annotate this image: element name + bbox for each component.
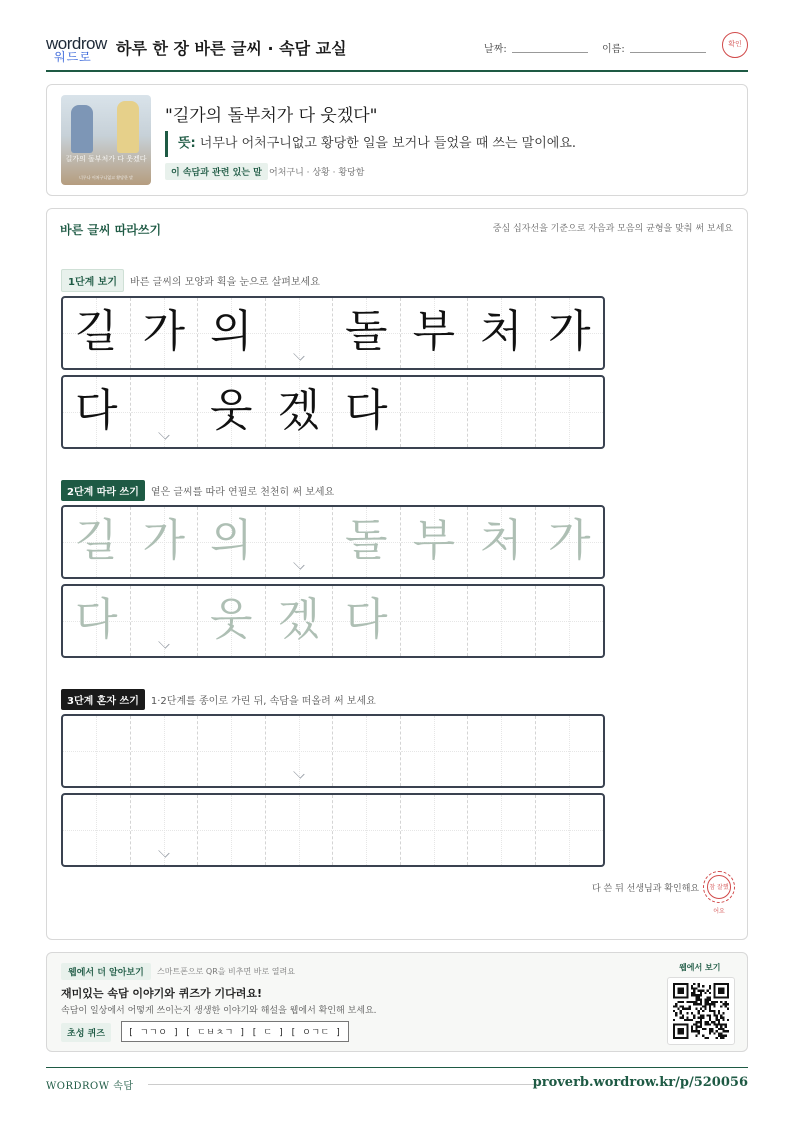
grid-cell (401, 377, 469, 447)
illustration-person-left (71, 105, 93, 153)
space-mark-icon (293, 558, 304, 569)
step-3-desc: 1·2단계를 종이로 가린 뒤, 속담을 떠올려 써 보세요 (150, 696, 376, 707)
grid-glyph: 부 (412, 306, 455, 357)
grid-cell[interactable] (468, 795, 536, 865)
web-badge: 웹에서 더 알아보기 (61, 963, 151, 980)
grid-cell (266, 298, 334, 368)
grid-cell[interactable] (266, 586, 334, 656)
qr-code-graphic (673, 983, 729, 1039)
step-2-badge: 2단계 따라 쓰기 (61, 480, 145, 501)
grid-cell (468, 377, 536, 447)
grid-cell[interactable] (468, 716, 536, 786)
illustration-subcaption: 너무나 어처구니없고 황당한 말 (78, 175, 134, 180)
illustration-caption: 길가의 돌부처가 다 웃겠다 (65, 155, 147, 163)
grid-cell[interactable] (131, 795, 199, 865)
well-done-stamp-icon: 참 잘했어요 (703, 871, 735, 903)
footer-url[interactable]: proverb.wordrow.kr/p/520056 (532, 1075, 748, 1090)
step-3-header (61, 689, 376, 709)
space-mark-icon (158, 846, 169, 857)
step-2-header (61, 480, 334, 500)
grid-glyph: 돌 (344, 306, 388, 357)
web-description: 속담이 일상에서 어떻게 쓰이는지 생생한 이야기와 해설을 웹에서 확인해 보세요. (61, 1006, 377, 1016)
grid-row-view-1 (61, 296, 605, 370)
grid-glyph: 다 (74, 594, 118, 645)
illustration-person-right (117, 101, 139, 153)
wordrow-logo (46, 34, 108, 62)
space-mark-icon (293, 349, 304, 360)
header (46, 30, 748, 72)
grid-glyph: 가 (142, 306, 185, 357)
grid-cell[interactable] (266, 716, 334, 786)
grid-glyph: 겠 (277, 385, 320, 436)
teacher-check-text: 다 쓴 뒤 선생님과 확인해요 (592, 884, 700, 894)
grid-cell (198, 298, 266, 368)
grid-cell (536, 298, 604, 368)
page-title: 하루 한 장 바른 글씨 · 속담 교실 (116, 39, 347, 58)
date-field[interactable] (512, 52, 588, 53)
web-info-box (46, 952, 748, 1052)
practice-hint: 중심 십자선을 기준으로 자음과 모음의 균형을 맞춰 써 보세요 (492, 224, 733, 234)
footer-divider (148, 1084, 538, 1085)
grid-cell[interactable] (63, 795, 131, 865)
grid-row-trace-2[interactable] (61, 584, 605, 658)
grid-glyph: 웃 (209, 385, 253, 436)
grid-cell[interactable] (401, 795, 469, 865)
grid-row-free-1[interactable] (61, 714, 605, 788)
grid-cell[interactable] (401, 507, 469, 577)
proverb-card (46, 84, 748, 196)
grid-cell[interactable] (401, 716, 469, 786)
space-mark-icon (158, 428, 169, 439)
step-3-badge: 3단계 혼자 쓰기 (61, 689, 145, 710)
grid-cell (63, 377, 131, 447)
grid-glyph: 웃 (209, 594, 253, 645)
grid-glyph: 다 (344, 594, 388, 645)
meaning-text: 너무나 어처구니없고 황당한 일을 보거나 들었을 때 쓰는 말이에요. (199, 136, 577, 151)
name-field[interactable] (630, 52, 706, 53)
qr-code-icon[interactable] (667, 977, 735, 1045)
grid-cell[interactable] (536, 716, 604, 786)
grid-row-view-2 (61, 375, 605, 449)
grid-row-free-2[interactable] (61, 793, 605, 867)
related-words: 어처구니 · 상황 · 황당함 (269, 168, 365, 178)
footer (46, 1067, 748, 1097)
step-1-header (61, 269, 320, 289)
grid-cell[interactable] (536, 586, 604, 656)
space-mark-icon (158, 637, 169, 648)
meaning-label: 뜻: (178, 136, 196, 151)
practice-title: 바른 글씨 따라쓰기 (60, 223, 162, 237)
step-2-desc: 옅은 글씨를 따라 연필로 천천히 써 보세요 (150, 487, 335, 498)
grid-glyph: 의 (209, 306, 253, 357)
proverb-illustration (61, 95, 151, 185)
grid-glyph: 처 (479, 515, 523, 566)
grid-row-trace-1[interactable] (61, 505, 605, 579)
footer-brand: WORDROW 속담 (46, 1081, 134, 1092)
grid-glyph: 다 (74, 385, 118, 436)
qr-label: 웹에서 보기 (679, 963, 721, 972)
logo-korean: 워드로 (54, 50, 92, 64)
grid-cell[interactable] (468, 586, 536, 656)
grid-glyph: 겠 (277, 594, 320, 645)
grid-cell[interactable] (401, 586, 469, 656)
grid-cell[interactable] (198, 795, 266, 865)
grid-glyph: 가 (547, 515, 591, 566)
grid-cell[interactable] (536, 795, 604, 865)
grid-cell[interactable] (536, 507, 604, 577)
grid-glyph: 가 (547, 306, 591, 357)
proverb-meaning (165, 131, 576, 157)
grid-cell[interactable] (266, 507, 334, 577)
grid-cell[interactable] (333, 507, 401, 577)
quiz-label: 초성 퀴즈 (61, 1023, 111, 1042)
grid-cell (198, 377, 266, 447)
related-words-badge: 이 속담과 관련 있는 말 (165, 163, 268, 180)
grid-glyph: 길 (74, 306, 118, 357)
grid-cell (333, 298, 401, 368)
grid-glyph: 의 (209, 515, 253, 566)
grid-glyph: 돌 (344, 515, 388, 566)
grid-cell[interactable] (198, 586, 266, 656)
name-label: 이름: (602, 44, 625, 55)
web-subtext: 스마트폰으로 QR을 비추면 바로 열려요 (157, 967, 295, 976)
grid-cell (401, 298, 469, 368)
logo-wordmark: wordrow (46, 34, 107, 53)
step-1-badge: 1단계 보기 (61, 269, 124, 292)
grid-glyph: 다 (344, 385, 388, 436)
grid-glyph: 부 (412, 515, 455, 566)
grid-cell[interactable] (198, 716, 266, 786)
grid-cell (131, 377, 199, 447)
grid-glyph: 길 (74, 515, 118, 566)
grid-cell[interactable] (131, 586, 199, 656)
grid-glyph: 가 (142, 515, 185, 566)
grid-cell (63, 298, 131, 368)
grid-cell (266, 377, 334, 447)
grid-cell[interactable] (266, 795, 334, 865)
grid-glyph: 처 (479, 306, 523, 357)
grid-cell[interactable] (468, 507, 536, 577)
grid-cell (131, 298, 199, 368)
step-1-desc: 바른 글씨의 모양과 획을 눈으로 살펴보세요 (130, 277, 320, 288)
quiz-answer-box: [ ㄱㄱㅇ ] [ ㄷㅂㅊㄱ ] [ ㄷ ] [ ㅇㄱㄷ ] (121, 1021, 349, 1042)
space-mark-icon (293, 767, 304, 778)
grid-cell[interactable] (63, 507, 131, 577)
grid-cell[interactable] (63, 716, 131, 786)
grid-cell[interactable] (63, 586, 131, 656)
grid-cell[interactable] (333, 586, 401, 656)
grid-cell (536, 377, 604, 447)
grid-cell[interactable] (333, 716, 401, 786)
confirm-seal-icon: 확인 (722, 32, 748, 58)
web-headline: 재미있는 속담 이야기와 퀴즈가 기다려요! (61, 987, 262, 1000)
grid-cell (333, 377, 401, 447)
grid-cell[interactable] (131, 716, 199, 786)
proverb-text: "길가의 돌부처가 다 웃겠다" (165, 106, 378, 126)
grid-cell[interactable] (198, 507, 266, 577)
practice-panel (46, 208, 748, 940)
grid-cell[interactable] (131, 507, 199, 577)
date-label: 날짜: (484, 44, 507, 55)
grid-cell (468, 298, 536, 368)
grid-cell[interactable] (333, 795, 401, 865)
